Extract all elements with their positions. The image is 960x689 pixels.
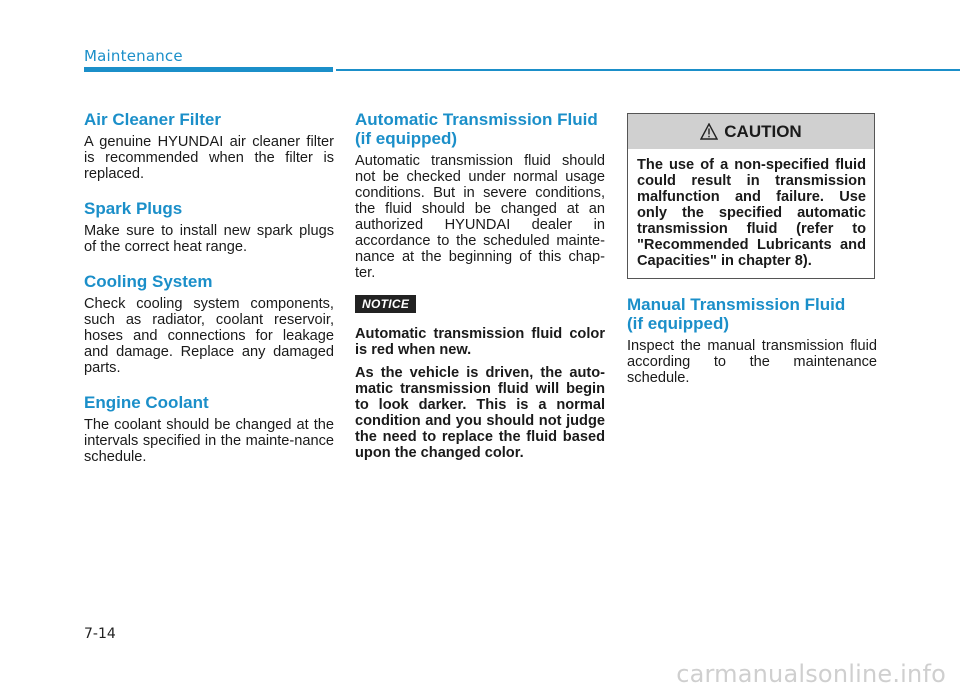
section-label: Maintenance [84,47,183,65]
mtf-heading [627,295,877,333]
atf-heading [355,110,605,148]
engine-coolant-text: The coolant should be changed at the intervals specified in the mainte-nance schedule. [84,417,334,465]
caution-label: CAUTION [724,121,802,141]
caution-header [628,114,874,149]
air-cleaner-heading: Air Cleaner Filter [84,110,221,129]
column-3 [627,295,877,386]
spark-plugs-text: Make sure to install new spark plugs of the correct heat range. [84,223,334,255]
notice-badge: NOTICE [355,295,416,313]
mtf-heading-line2: (if equipped) [627,314,729,333]
header-rule-thick [84,67,333,72]
atf-text: Automatic transmission fluid should not be checked under normal usage conditions. But in severe conditions, the fluid should be changed at an authorized HYUNDAI dealer in accordance to the scheduled mainte-nance at the beginning of this chap-ter. [355,153,605,281]
page-number: 7-14 [84,626,116,642]
caution-text: The use of a non-specified fluid could result in transmission malfunction and failure. Use only the specified automatic transmission fluid (refer to "Recommended Lubricants and Capacities" in chapter 8). [637,157,866,269]
engine-coolant-heading: Engine Coolant [84,393,209,412]
watermark: carmanualsonline.info [676,660,946,688]
caution-box [627,113,875,279]
spark-plugs-heading: Spark Plugs [84,199,183,218]
cooling-system-text: Check cooling system components, such as radiator, coolant reservoir, hoses and connections for leakage and damage. Replace any damaged parts. [84,296,334,376]
cooling-system-heading: Cooling System [84,272,213,291]
atf-heading-line2: (if equipped) [355,129,457,148]
notice-text-2: As the vehicle is driven, the auto-matic transmission fluid will begin to look darker. This is a normal condition and you should not judge the need to replace the fluid based upon the changed color. [355,365,605,461]
mtf-text: Inspect the manual transmission fluid according to the maintenance schedule. [627,338,877,386]
column-2 [355,110,605,461]
mtf-heading-line1: Manual Transmission Fluid [627,295,846,314]
header-rule-thin [336,69,960,71]
column-1 [84,110,334,465]
atf-heading-line1: Automatic Transmission Fluid [355,110,598,129]
notice-text-1: Automatic transmission fluid color is red when new. [355,326,605,358]
warning-triangle-icon [700,123,718,140]
air-cleaner-text: A genuine HYUNDAI air cleaner filter is recommended when the filter is replaced. [84,134,334,182]
